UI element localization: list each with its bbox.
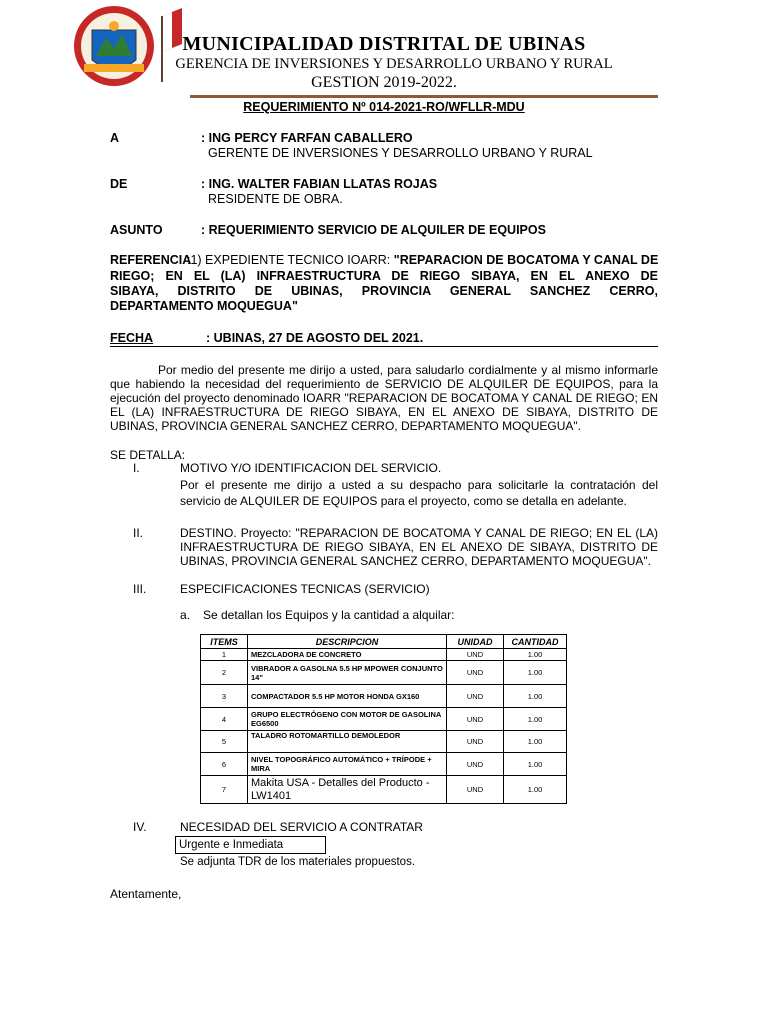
cell-quantity: 1.00 xyxy=(504,649,567,661)
col-header-items: ITEMS xyxy=(201,635,248,649)
to-role: GERENTE DE INVERSIONES Y DESARROLLO URBANO Y RURAL xyxy=(208,146,593,160)
cell-item: 2 xyxy=(201,661,248,685)
section-4-number: IV. xyxy=(133,820,147,834)
cell-unit: UND xyxy=(447,685,504,708)
cell-quantity: 1.00 xyxy=(504,731,567,753)
section-1-number: I. xyxy=(133,461,140,475)
col-header-description: DESCRIPCION xyxy=(248,635,447,649)
requirement-number: REQUERIMIENTO Nº 014-2021-RO/WFLLR-MDU xyxy=(243,100,525,114)
cell-unit: UND xyxy=(447,731,504,753)
details-heading: SE DETALLA: xyxy=(110,448,186,462)
date-label: FECHA xyxy=(110,331,154,345)
date: : UBINAS, 27 DE AGOSTO DEL 2021. xyxy=(206,331,424,345)
reference-line-3: SIBAYA, DISTRITO DE UBINAS, PROVINCIA GENERAL SANCHEZ CERRO, xyxy=(110,284,658,298)
cell-description: COMPACTADOR 5.5 HP MOTOR HONDA GX160 xyxy=(248,685,447,708)
table-header-row xyxy=(201,635,567,649)
cell-item: 5 xyxy=(201,731,248,753)
cell-quantity: 1.00 xyxy=(504,776,567,804)
section-3-number: III. xyxy=(133,582,147,596)
table-row xyxy=(201,649,567,661)
cell-quantity: 1.00 xyxy=(504,708,567,731)
table-row xyxy=(201,708,567,731)
section-2-number: II. xyxy=(133,526,144,540)
reference-prefix: :1) EXPEDIENTE TECNICO IOARR: xyxy=(187,253,394,267)
cell-item: 1 xyxy=(201,649,248,661)
cell-unit: UND xyxy=(447,776,504,804)
from-role: RESIDENTE DE OBRA. xyxy=(208,192,343,206)
subject-label: ASUNTO xyxy=(110,223,163,237)
section-3a-letter: a. xyxy=(180,608,191,622)
section-1-title: MOTIVO Y/O IDENTIFICACION DEL SERVICIO. xyxy=(180,461,442,475)
col-header-unit: UNIDAD xyxy=(447,635,504,649)
cell-description: MEZCLADORA DE CONCRETO xyxy=(248,649,447,661)
intro-paragraph: Por medio del presente me dirijo a usted, para saludarlo cordialmente y al mismo informarle que habiendo la necesidad del requerimiento de SERVICIO DE ALQUILER DE EQUIPOS, para la ejecución del proyecto denominado IOARR "REPARACION DE BOCATOMA Y CANAL DE RIEGO; EN EL (LA) INFRAESTRUCTURA DE RIEGO SIBAYA, EN EL ANEXO DE SIBAYA, DISTRITO DE UBINAS, PROVINCIA GENERAL SANCHEZ CERRO, DEPARTAMENTO MOQUEGUA". xyxy=(110,363,658,433)
cell-description: TALADRO ROTOMARTILLO DEMOLEDOR xyxy=(248,731,447,753)
reference-line-1 xyxy=(187,253,658,267)
cell-description: Makita USA - Detalles del Producto - LW1401 xyxy=(248,776,447,804)
section-3-title: ESPECIFICACIONES TECNICAS (SERVICIO) xyxy=(180,582,430,596)
header-divider xyxy=(190,95,658,98)
table-row xyxy=(201,753,567,776)
reference-line-4: DEPARTAMENTO MOQUEGUA" xyxy=(110,299,298,313)
from-name: : ING. WALTER FABIAN LLATAS ROJAS xyxy=(201,177,438,191)
cell-item: 7 xyxy=(201,776,248,804)
equipment-table xyxy=(200,634,567,804)
reference-label: REFERENCIA xyxy=(110,253,192,267)
table-row xyxy=(201,776,567,804)
cell-unit: UND xyxy=(447,708,504,731)
cell-description: GRUPO ELECTRÓGENO CON MOTOR DE GASOLINA EG6500 xyxy=(248,708,447,731)
table-row xyxy=(201,685,567,708)
table-row xyxy=(201,661,567,685)
to-label: A xyxy=(110,131,120,145)
cell-quantity: 1.00 xyxy=(504,753,567,776)
cell-unit: UND xyxy=(447,661,504,685)
cell-description: NIVEL TOPOGRÁFICO AUTOMÁTICO + TRÍPODE + MIRA xyxy=(248,753,447,776)
cell-unit: UND xyxy=(447,649,504,661)
date-underline xyxy=(110,346,658,347)
cell-item: 6 xyxy=(201,753,248,776)
reference-title-start: "REPARACION DE BOCATOMA Y CANAL DE xyxy=(393,253,659,267)
cell-unit: UND xyxy=(447,753,504,776)
to-name: : ING PERCY FARFAN CABALLERO xyxy=(201,131,413,145)
attachment-note: Se adjunta TDR de los materiales propuestos. xyxy=(180,856,416,868)
section-2-body: DESTINO. Proyecto: "REPARACION DE BOCATOMA Y CANAL DE RIEGO; EN EL (LA) INFRAESTRUCTURA DE RIEGO SIBAYA, EN EL ANEXO DE SIBAYA, DISTRITO DE UBINAS, PROVINCIA GENERAL SANCHEZ CERRO, DEPARTAMENTO MOQUEGUA". xyxy=(180,526,658,568)
from-label: DE xyxy=(110,177,128,191)
closing: Atentamente, xyxy=(110,887,182,901)
section-3a-text: Se detallan los Equipos y la cantidad a alquilar: xyxy=(203,608,455,622)
section-4-title: NECESIDAD DEL SERVICIO A CONTRATAR xyxy=(180,820,423,834)
management-period: GESTION 2019-2022. xyxy=(311,74,457,91)
subject: : REQUERIMIENTO SERVICIO DE ALQUILER DE EQUIPOS xyxy=(201,223,546,237)
cell-item: 3 xyxy=(201,685,248,708)
cell-item: 4 xyxy=(201,708,248,731)
section-1-body: Por el presente me dirijo a usted a su despacho para solicitarle la contratación del servicio de ALQUILER DE EQUIPOS para el proyecto, como se detalla en adelante. xyxy=(180,478,658,508)
col-header-quantity: CANTIDAD xyxy=(504,635,567,649)
cell-description: VIBRADOR A GASOLNA 5.5 HP MPOWER CONJUNTO 14" xyxy=(248,661,447,685)
municipality-title: MUNICIPALIDAD DISTRITAL DE UBINAS xyxy=(182,33,586,55)
urgency-box: Urgente e Inmediata xyxy=(175,836,326,854)
cell-quantity: 1.00 xyxy=(504,661,567,685)
table-row xyxy=(201,731,567,753)
department-subtitle: GERENCIA DE INVERSIONES Y DESARROLLO URBANO Y RURAL xyxy=(175,56,613,72)
reference-line-2: RIEGO; EN EL (LA) INFRAESTRUCTURA DE RIEGO SIBAYA, EN EL ANEXO DE xyxy=(110,269,658,283)
cell-quantity: 1.00 xyxy=(504,685,567,708)
